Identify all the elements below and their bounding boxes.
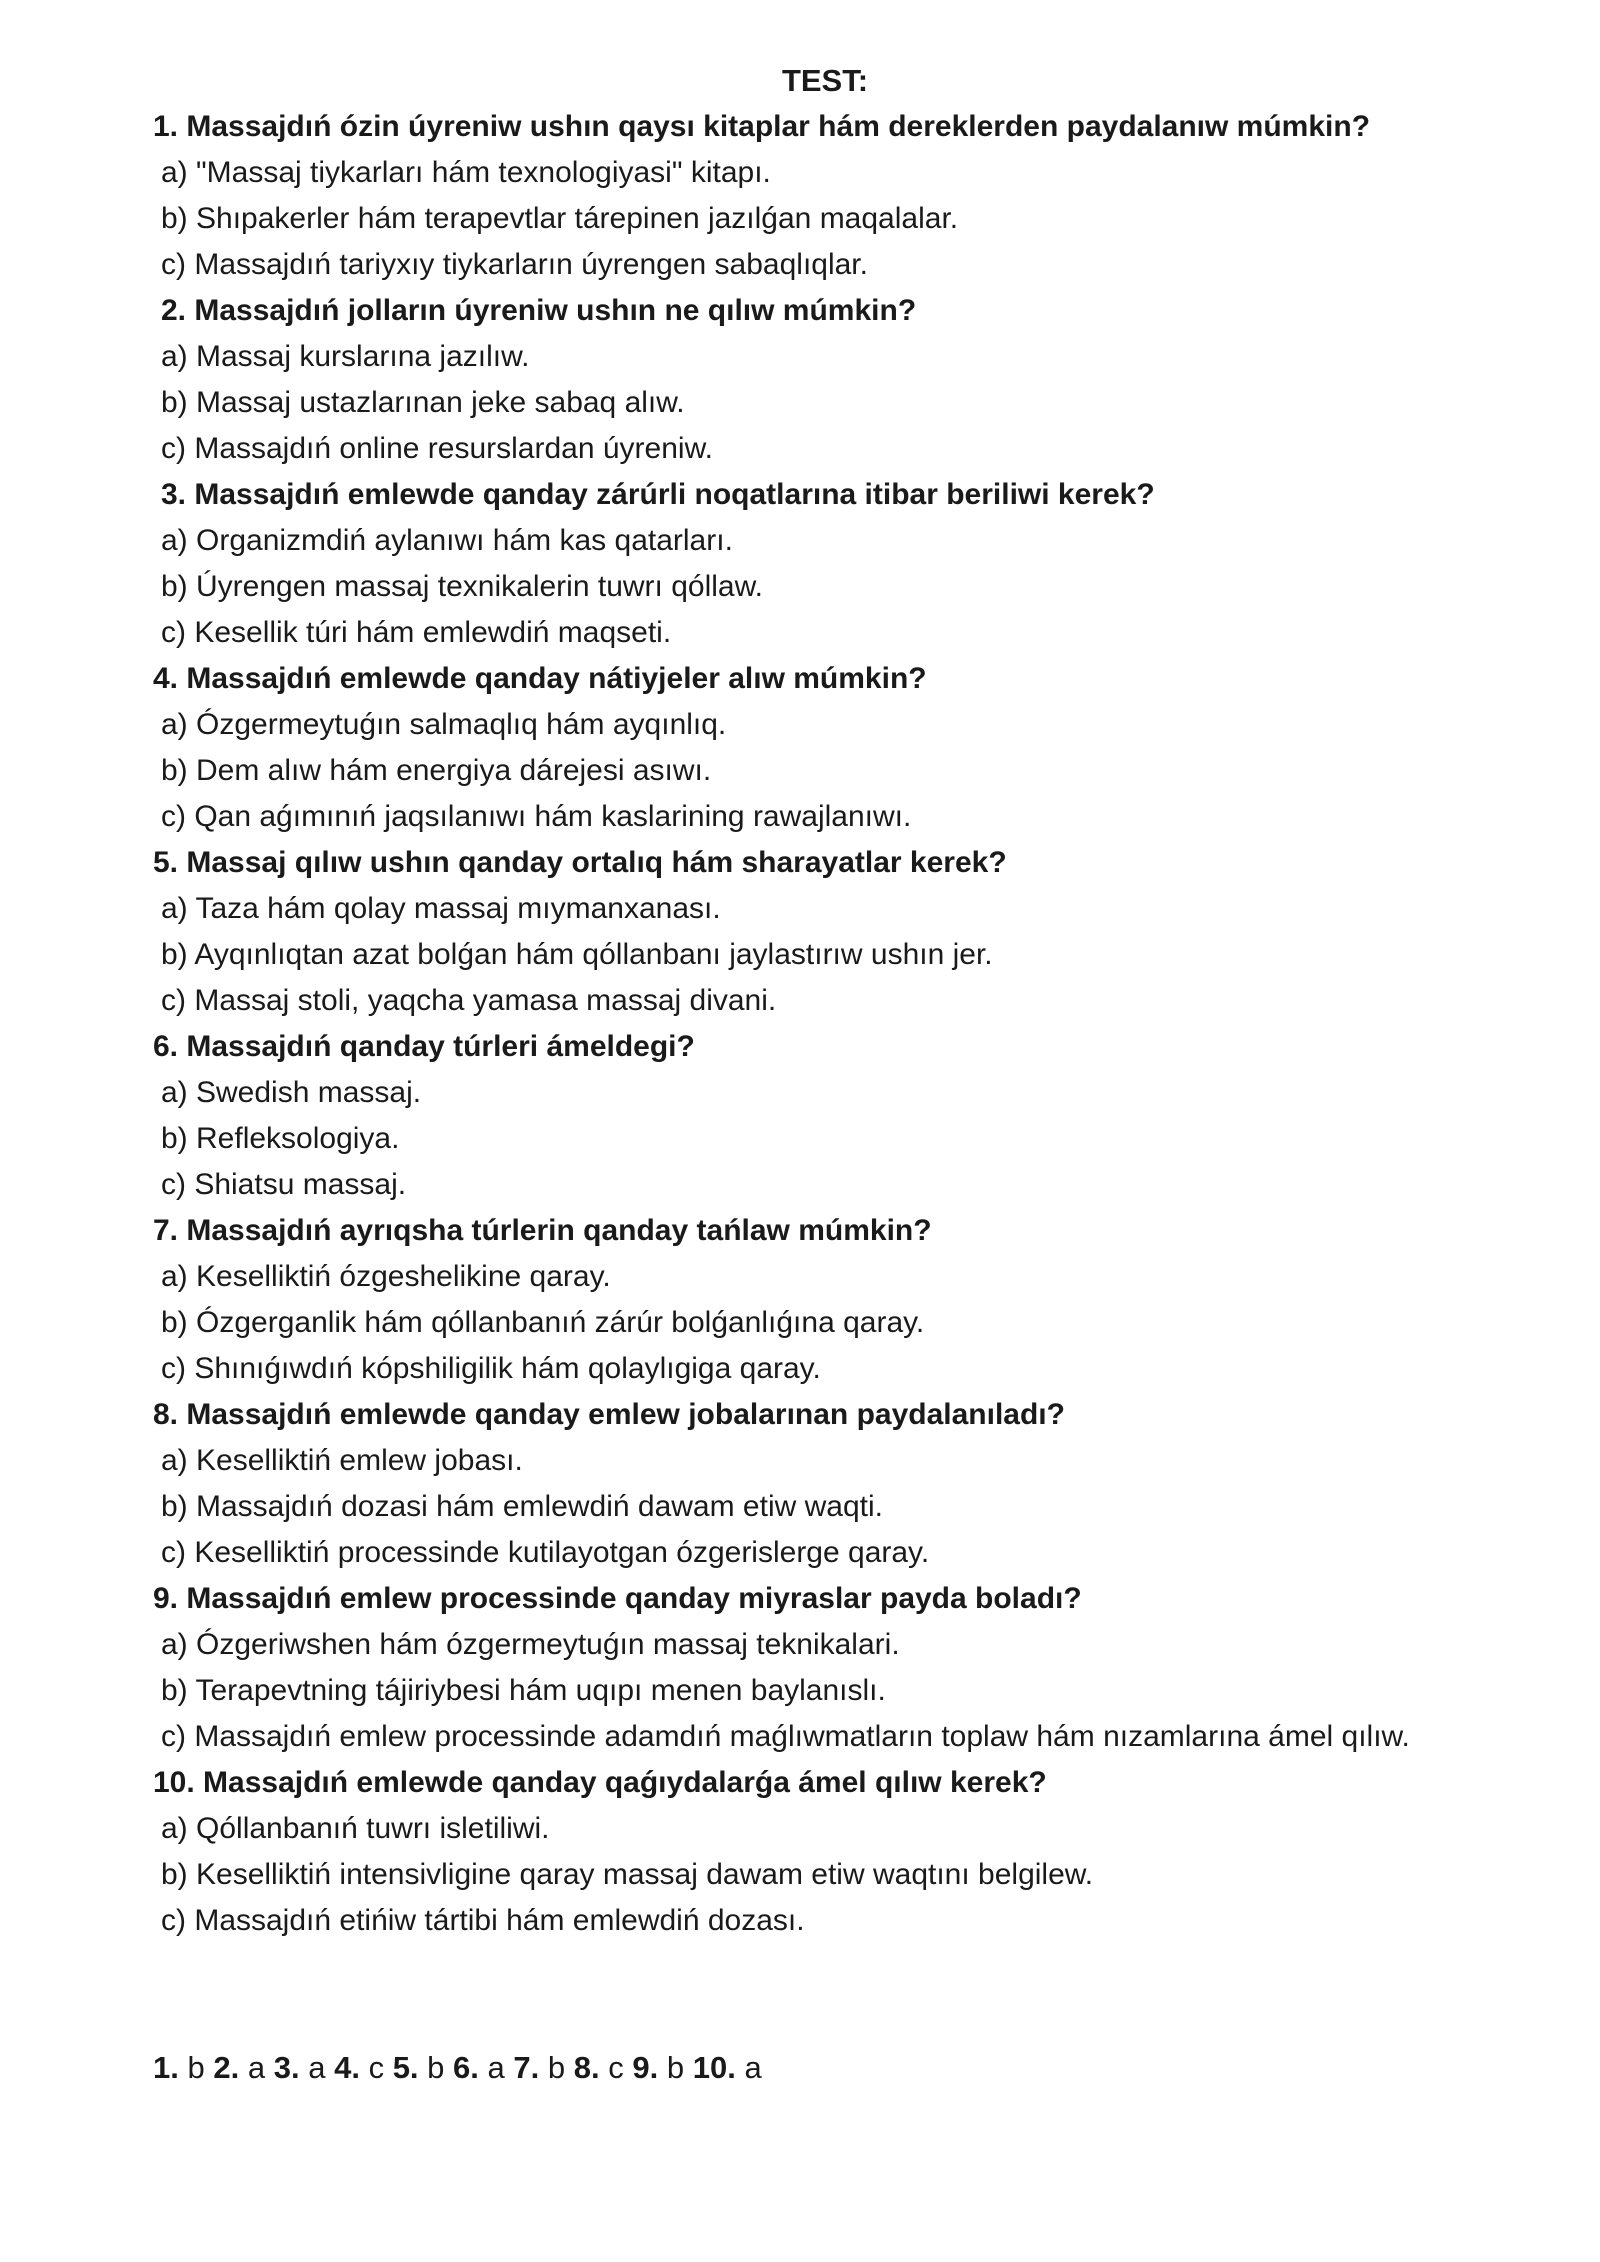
- option-a: a) Keselliktiń ózgeshelikine qaray.: [161, 1260, 611, 1293]
- question-text: 4. Massajdıń emlewde qanday nátiyjeler alıw múmkin?: [153, 662, 927, 695]
- question-list: [153, 104, 1443, 1944]
- option-a: a) Organizmdiń aylanıwı hám kas qatarları.: [161, 524, 733, 557]
- answer-letter: b: [666, 2050, 685, 2085]
- answer-number: 8.: [573, 2050, 600, 2085]
- answer-letter: b: [427, 2050, 445, 2085]
- option-b: b) Dem alıw hám energiya dárejesi asıwı.: [161, 754, 712, 787]
- question-text: 10. Massajdıń emlewde qanday qaǵıydalarǵa ámel qılıw kerek?: [153, 1766, 1047, 1799]
- option-c: c) Massajdıń online resurslardan úyreniw.: [161, 432, 713, 465]
- option-c: c) Qan aǵımınıń jaqsılanıwı hám kaslarining rawajlanıwı.: [161, 800, 912, 833]
- option-c: c) Massajdıń etińiw tártibi hám emlewdiń dozası.: [161, 1904, 805, 1937]
- page-title: TEST:: [781, 63, 869, 98]
- option-a: a) Massaj kurslarına jazılıw.: [161, 340, 530, 373]
- answer-number: 1.: [153, 2050, 179, 2085]
- answer-number: 7.: [513, 2050, 540, 2085]
- question-block-6: [153, 1024, 1443, 1208]
- question-text: 5. Massaj qılıw ushın qanday ortalıq hám sharayatlar kerek?: [153, 846, 1007, 879]
- answer-number: 2.: [213, 2050, 240, 2085]
- option-c: c) Massajdıń tariyxıy tiykarların úyrengen sabaqlıqlar.: [161, 248, 868, 281]
- question-text: 8. Massajdıń emlewde qanday emlew jobalarınan paydalanıladı?: [153, 1398, 1065, 1431]
- question-block-5: [153, 840, 1443, 1024]
- option-a: a) Ózgermeytuǵın salmaqlıq hám ayqınlıq.: [161, 708, 727, 741]
- answer-letter: b: [187, 2050, 205, 2085]
- option-b: b) Ózgerganlik hám qóllanbanıń zárúr bolǵanlıǵına qaray.: [161, 1306, 925, 1339]
- option-c: c) Keselliktiń processinde kutilayotgan ózgerislerge qaray.: [161, 1536, 930, 1569]
- answer-letter: a: [744, 2050, 762, 2085]
- option-c: c) Massajdıń emlew processinde adamdıń maǵlıwmatların toplaw hám nızamlarına ámel qılıw.: [161, 1720, 1410, 1753]
- option-a: a) Taza hám qolay massaj mıymanxanası.: [161, 892, 721, 925]
- option-b: b) Úyrengen massaj texnikalerin tuwrı qóllaw.: [161, 570, 763, 603]
- question-text: 6. Massajdıń qanday túrleri ámeldegi?: [153, 1030, 695, 1063]
- question-text: 7. Massajdıń ayrıqsha túrlerin qanday tańlaw múmkin?: [153, 1214, 932, 1247]
- question-text: 1. Massajdıń ózin úyreniw ushın qaysı kitaplar hám dereklerden paydalanıw múmkin?: [153, 110, 1371, 143]
- question-block-3: [153, 472, 1443, 656]
- question-text: 9. Massajdıń emlew processinde qanday miyraslar payda boladı?: [153, 1582, 1082, 1615]
- question-block-8: [153, 1392, 1443, 1576]
- question-block-9: [153, 1576, 1443, 1760]
- answer-letter: a: [247, 2050, 266, 2085]
- answer-key: [153, 2045, 762, 2091]
- option-b: b) Shıpakerler hám terapevtlar tárepinen jazılǵan maqalalar.: [161, 202, 959, 235]
- question-block-2: [153, 288, 1443, 472]
- option-b: b) Terapevtning tájiriybesi hám uqıpı menen baylanıslı.: [161, 1674, 886, 1707]
- answer-letter: b: [547, 2050, 566, 2085]
- question-block-1: [153, 104, 1443, 288]
- option-b: b) Massaj ustazlarınan jeke sabaq alıw.: [161, 386, 685, 419]
- answer-number: 6.: [453, 2050, 479, 2085]
- answer-letter: c: [368, 2050, 385, 2085]
- option-c: c) Massaj stoli, yaqcha yamasa massaj divani.: [161, 984, 777, 1017]
- option-a: a) Keselliktiń emlew jobası.: [161, 1444, 523, 1477]
- answer-letter: a: [308, 2050, 326, 2085]
- option-c: c) Kesellik túri hám emlewdiń maqseti.: [161, 616, 672, 649]
- answer-number: 9.: [632, 2050, 659, 2085]
- answer-number: 3.: [273, 2050, 300, 2085]
- answer-letter: c: [608, 2050, 624, 2085]
- option-b: b) Ayqınlıqtan azat bolǵan hám qóllanbanı jaylastırıw ushın jer.: [161, 938, 993, 971]
- option-a: a) Ózgeriwshen hám ózgermeytuǵın massaj teknikalari.: [161, 1628, 900, 1661]
- option-c: c) Shiatsu massaj.: [161, 1168, 407, 1201]
- option-b: b) Refleksologiya.: [161, 1122, 400, 1155]
- answer-letter: a: [487, 2050, 505, 2085]
- answer-number: 5.: [392, 2050, 419, 2085]
- option-a: a) "Massaj tiykarları hám texnologiyasi" kitapı.: [161, 156, 771, 189]
- question-text: 2. Massajdıń jolların úyreniw ushın ne qılıw múmkin?: [161, 294, 917, 327]
- answer-number: 4.: [334, 2050, 360, 2085]
- option-b: b) Massajdıń dozasi hám emlewdiń dawam etiw waqti.: [161, 1490, 883, 1523]
- question-block-10: [153, 1760, 1443, 1944]
- question-block-4: [153, 656, 1443, 840]
- option-a: a) Swedish massaj.: [161, 1076, 422, 1109]
- option-c: c) Shınıǵıwdıń kópshiligilik hám qolaylıgiga qaray.: [161, 1352, 821, 1385]
- question-block-7: [153, 1208, 1443, 1392]
- question-text: 3. Massajdıń emlewde qanday zárúrli noqatlarına itibar beriliwi kerek?: [161, 478, 1155, 511]
- option-a: a) Qóllanbanıń tuwrı isletiliwi.: [161, 1812, 550, 1845]
- answer-number: 10.: [692, 2050, 736, 2085]
- option-b: b) Keselliktiń intensivligine qaray massaj dawam etiw waqtını belgilew.: [161, 1858, 1094, 1891]
